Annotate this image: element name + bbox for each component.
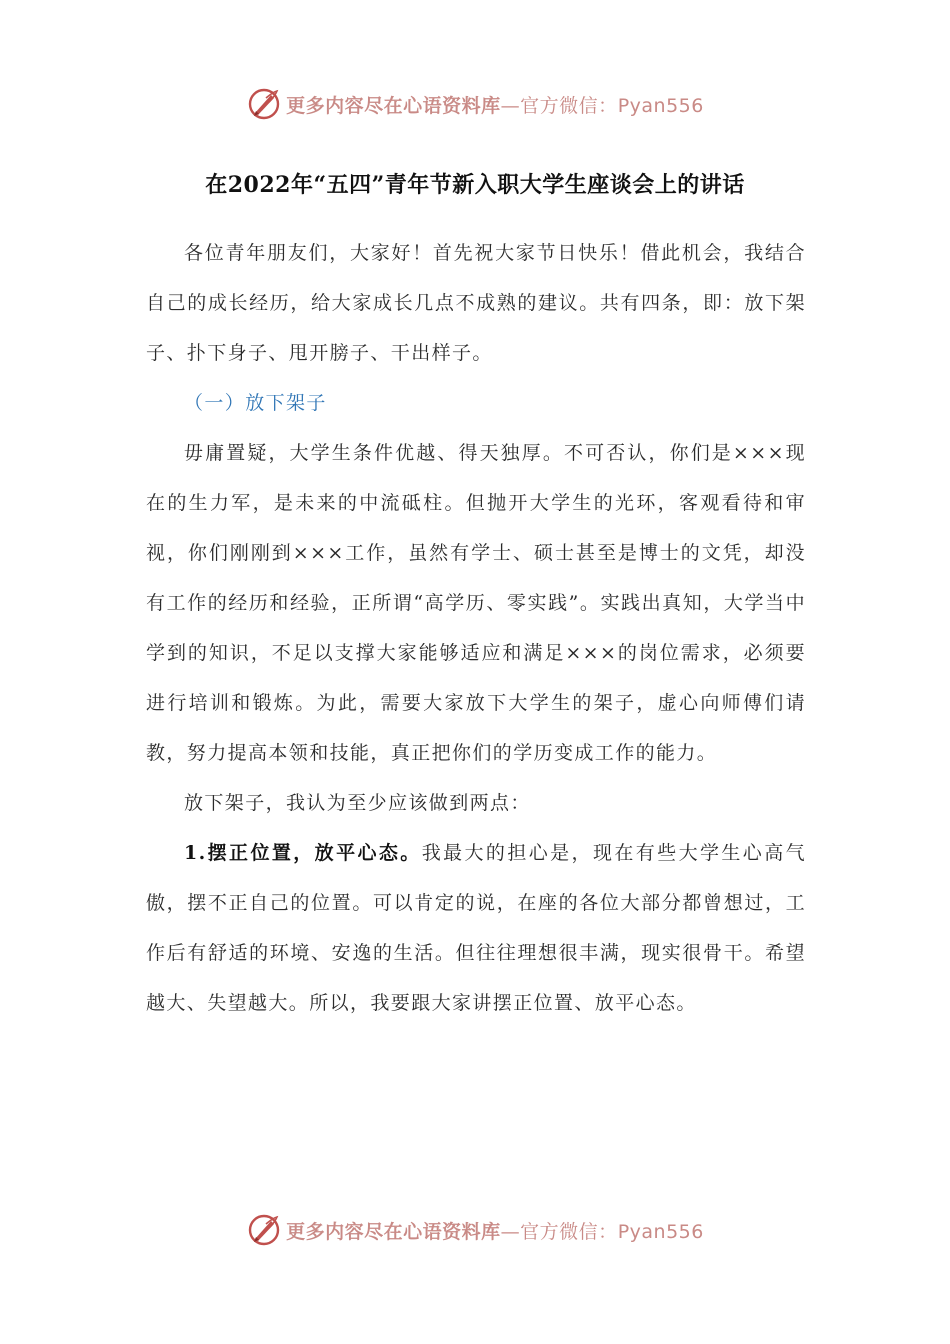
quill-pen-logo-icon xyxy=(246,86,282,122)
paragraph-two-points: 放下架子，我认为至少应该做到两点： xyxy=(184,792,531,814)
document-body xyxy=(146,228,806,1028)
header-watermark xyxy=(0,82,950,126)
paragraph-main: 毋庸置疑，大学生条件优越、得天独厚。不可否认，你们是×××现在的生力军，是未来的中流砥柱。但抛开大学生的光环，客观看待和审视，你们刚刚到×××工作，虽然有学士、硕士甚至是博士的文凭，却没有工作的经历和经验，正所谓“高学历、零实践”。实践出真知，大学当中学到的知识，不足以支撑大家能够适应和满足×××的岗位需求，必须要进行培训和锻炼。为此，需要大家放下大学生的架子，虚心向师傅们请教，努力提高本领和技能，真正把你们的学历变成工作的能力。 xyxy=(146,442,806,764)
watermark-wechat-id: Pyan556 xyxy=(617,94,704,117)
document-title: 在2022年“五四”青年节新入职大学生座谈会上的讲话 xyxy=(205,172,745,198)
watermark-wechat-id: Pyan556 xyxy=(617,1220,704,1243)
paragraph-point-1 xyxy=(146,828,806,1028)
watermark-suffix: —官方微信： xyxy=(500,94,618,117)
watermark-text xyxy=(286,91,704,118)
paragraph-greeting: 各位青年朋友们，大家好！首先祝大家节日快乐！借此机会，我结合自己的成长经历，给大家成长几点不成熟的建议。共有四条，即：放下架子、扑下身子、甩开膀子、干出样子。 xyxy=(146,242,806,364)
section-heading: （一）放下架子 xyxy=(184,392,327,414)
point-1-lead: 1.摆正位置，放平心态。 xyxy=(184,842,422,864)
watermark-suffix: —官方微信： xyxy=(500,1220,618,1243)
quill-pen-logo-icon xyxy=(246,1212,282,1248)
watermark-prefix: 更多内容尽在心语资料库 xyxy=(286,94,501,117)
point-1-body: 我最大的担心是，现在有些大学生心高气傲，摆不正自己的位置。可以肯定的说，在座的各位大部分都曾想过，工作后有舒适的环境、安逸的生活。但往往理想很丰满，现实很骨干。希望越大、失望越大。所以，我要跟大家讲摆正位置、放平心态。 xyxy=(146,842,806,1014)
footer-watermark xyxy=(0,1208,950,1252)
watermark-prefix: 更多内容尽在心语资料库 xyxy=(286,1220,501,1243)
watermark-text xyxy=(286,1217,704,1244)
